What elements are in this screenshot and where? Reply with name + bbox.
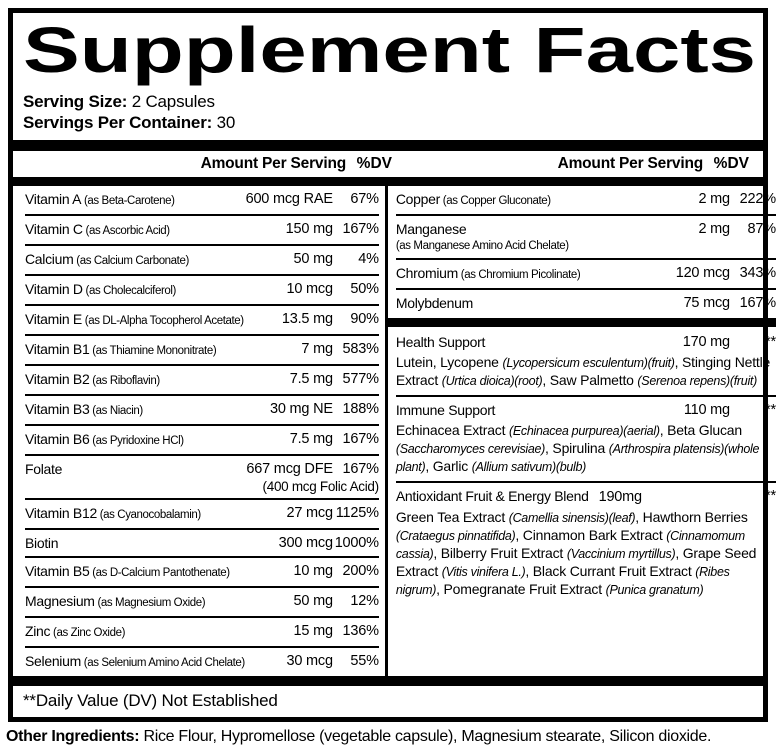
botanical-name: (Crataegus pinnatifida)	[395, 529, 516, 543]
amount-dv-block	[245, 370, 379, 389]
spacer	[401, 155, 558, 173]
nutrient-dv: 87%	[747, 221, 776, 237]
nutrient-name: Molybdenum	[395, 295, 473, 311]
blend-ingredients	[396, 508, 776, 600]
amount-dv-block	[642, 190, 776, 209]
nutrient-name: Biotin	[25, 535, 59, 551]
servings-per-container-label: Servings Per Container:	[23, 113, 213, 132]
nutrient-form: (as Riboflavin)	[89, 375, 160, 387]
divider-bar-bottom	[13, 676, 763, 686]
amount-dv-block	[642, 401, 776, 420]
nutrient-amount: 10 mg	[293, 563, 333, 579]
nutrient-name-cell	[396, 264, 642, 285]
blend-amount	[642, 487, 730, 506]
nutrient-row	[25, 396, 379, 426]
nutrient-name-cell	[396, 190, 642, 211]
other-ingredients-text: Rice Flour, Hypromellose (vegetable capsule), Magnesium stearate, Silicon dioxide.	[143, 728, 712, 745]
spacer	[21, 155, 201, 173]
ingredient-text: , Hawthorn Berries	[635, 509, 748, 525]
column-headers-row	[21, 151, 755, 177]
nutrient-name-cell	[25, 340, 245, 361]
left-nutrient-column	[21, 186, 388, 676]
blend-name-cell	[396, 333, 642, 352]
amount-dv-line	[642, 401, 776, 420]
nutrient-name-cell	[396, 220, 642, 255]
nutrient-dv: 222%	[739, 191, 776, 207]
amount-dv-line	[245, 340, 379, 359]
nutrient-name: Zinc	[25, 623, 51, 639]
title-wrap	[21, 18, 755, 91]
amount-dv-line	[245, 460, 379, 479]
nutrient-amount: 13.5 mg	[281, 311, 333, 327]
nutrient-form: (as Pyridoxine HCl)	[89, 435, 184, 447]
amount-dv-block	[245, 340, 379, 359]
nutrient-dv: 188%	[342, 401, 379, 417]
nutrient-name-cell	[25, 250, 245, 271]
blend-section	[396, 397, 776, 483]
nutrient-row	[25, 216, 379, 246]
nutrient-amount: 150 mg	[285, 221, 333, 237]
nutrient-dv: 12%	[350, 593, 379, 609]
serving-size-value: 2 Capsules	[131, 92, 215, 111]
dv-header-right: %DV	[713, 155, 749, 172]
nutrient-amount: 50 mg	[293, 251, 333, 267]
nutrient-name-cell	[25, 220, 245, 241]
nutrient-name-cell	[25, 504, 245, 525]
blend-header-row	[396, 486, 776, 508]
nutrient-dv: 1125%	[335, 505, 379, 521]
nutrient-name: Vitamin B2	[25, 371, 90, 387]
nutrient-name-cell	[25, 460, 245, 479]
nutrient-row	[25, 336, 379, 366]
botanical-name: (Echinacea purpurea)(aerial)	[508, 424, 660, 438]
nutrient-row	[25, 456, 379, 500]
nutrient-form: (as Chromium Picolinate)	[458, 269, 581, 281]
nutrient-dv: 167%	[739, 295, 776, 311]
amount-dv-line	[642, 294, 776, 313]
amount-dv-line	[642, 487, 776, 506]
nutrient-form: (as Ascorbic Acid)	[82, 225, 170, 237]
nutrient-form: (as Niacin)	[89, 405, 143, 417]
ingredient-text: Echinacea Extract	[395, 422, 509, 438]
serving-size-label: Serving Size:	[23, 92, 128, 111]
ingredient-text: , Cinnamon Bark Extract	[515, 527, 667, 543]
nutrient-name-cell	[25, 534, 245, 553]
nutrient-name: Vitamin B3	[25, 401, 90, 417]
nutrient-row	[25, 186, 379, 216]
amount-dv-block	[245, 220, 379, 239]
blend-dv: **	[765, 402, 776, 418]
amount-dv-line	[245, 534, 379, 553]
daily-value-footnote: **Daily Value (DV) Not Established	[23, 691, 278, 710]
title-svg	[23, 20, 763, 86]
nutrient-dv: 50%	[350, 281, 379, 297]
amount-dv-line	[245, 400, 379, 419]
nutrient-row	[25, 426, 379, 456]
amount-dv-block	[245, 562, 379, 581]
nutrient-row	[396, 216, 776, 260]
nutrient-dv: 90%	[350, 311, 379, 327]
amount-dv-block	[245, 652, 379, 671]
amount-dv-line	[642, 333, 776, 352]
nutrient-name: Vitamin C	[25, 221, 83, 237]
botanical-name: (Punica granatum)	[605, 583, 704, 597]
nutrient-name: Vitamin B12	[25, 505, 97, 521]
divider-bar-minerals	[388, 318, 776, 327]
amount-dv-line	[245, 622, 379, 641]
amount-per-serving-header-right: Amount Per Serving	[557, 155, 703, 172]
botanical-name: (Cinnamomum cassia)	[395, 529, 745, 561]
amount-dv-line	[245, 280, 379, 299]
nutrient-name-cell	[25, 652, 245, 673]
nutrient-amount: 10 mcg	[286, 281, 333, 297]
nutrient-form: (as Magnesium Oxide)	[94, 597, 206, 609]
nutrient-row	[25, 366, 379, 396]
blend-amount: 190mg	[598, 489, 642, 505]
botanical-name: (Lycopersicum esculentum)(fruit)	[502, 356, 675, 370]
ingredient-text: , Bilberry Fruit Extract	[433, 545, 567, 561]
nutrient-name-cell	[25, 280, 245, 301]
nutrient-name: Vitamin E	[25, 311, 82, 327]
botanical-name: (Ribes nigrum)	[395, 565, 730, 597]
nutrient-row	[25, 558, 379, 588]
nutrient-name-cell	[25, 592, 245, 613]
nutrient-name-cell	[25, 562, 245, 583]
nutrient-form: (as DL-Alpha Tocopherol Acetate)	[81, 315, 244, 327]
nutrient-name: Calcium	[25, 251, 74, 267]
blend-ingredients	[396, 353, 776, 391]
amount-per-serving-header-left: Amount Per Serving	[200, 155, 346, 172]
botanical-name: (Vaccinium myrtillus)	[566, 547, 676, 561]
nutrient-name-cell	[396, 294, 642, 313]
amount-dv-block	[642, 487, 776, 506]
nutrient-amount: 600 mcg RAE	[245, 191, 333, 207]
nutrient-row	[25, 246, 379, 276]
blend-header-row	[396, 400, 776, 421]
blend-section	[396, 483, 776, 604]
nutrient-amount: 7.5 mg	[289, 371, 333, 387]
blend-section	[396, 329, 776, 397]
botanical-name: (Serenoa repens)(fruit)	[637, 374, 757, 388]
nutrient-dv: 167%	[342, 431, 379, 447]
amount-dv-line	[245, 504, 379, 523]
amount-dv-line	[245, 430, 379, 449]
nutrient-name: Folate	[25, 461, 63, 477]
amount-dv-block	[245, 592, 379, 611]
amount-dv-line	[245, 220, 379, 239]
ingredient-text: , Pomegranate Fruit Extract	[436, 581, 606, 597]
blend-ingredients	[396, 421, 776, 477]
nutrient-dv: 67%	[350, 191, 379, 207]
nutrient-dv: 167%	[342, 461, 379, 477]
nutrient-amount: 50 mg	[293, 593, 333, 609]
nutrient-row	[25, 588, 379, 618]
nutrient-form: (as Cholecalciferol)	[82, 285, 176, 297]
servings-per-container-line	[21, 112, 755, 133]
amount-dv-block	[245, 190, 379, 209]
ingredient-text: , Garlic	[425, 458, 472, 474]
nutrient-amount: 667 mcg DFE	[246, 461, 333, 477]
ingredient-text: , Black Currant Fruit Extract	[525, 563, 696, 579]
servings-per-container-value: 30	[216, 113, 236, 132]
nutrient-amount: 300 mcg	[278, 535, 333, 551]
amount-dv-line	[642, 220, 776, 239]
botanical-name: (Allium sativum)(bulb)	[471, 460, 587, 474]
amount-dv-block	[642, 264, 776, 283]
blend-name-cell	[396, 487, 642, 507]
page-title: Supplement Facts	[23, 20, 756, 86]
nutrient-name: Vitamin B1	[25, 341, 90, 357]
ingredient-text: , Saw Palmetto	[542, 372, 638, 388]
nutrient-amount: 30 mg NE	[269, 401, 333, 417]
amount-dv-line	[245, 592, 379, 611]
amount-dv-line	[642, 190, 776, 209]
nutrient-dv: 167%	[342, 221, 379, 237]
nutrient-amount: 120 mcg	[675, 265, 730, 281]
nutrient-form: (as Manganese Amino Acid Chelate)	[395, 240, 569, 252]
nutrient-row	[25, 648, 379, 676]
nutrient-form: (as Selenium Amino Acid Chelate)	[80, 657, 245, 669]
nutrient-amount: 2 mg	[698, 221, 730, 237]
amount-dv-line	[642, 264, 776, 283]
nutrient-name: Vitamin D	[25, 281, 83, 297]
nutrient-form: (as Calcium Carbonate)	[73, 255, 189, 267]
right-nutrient-column	[388, 186, 776, 676]
nutrient-columns	[21, 186, 776, 676]
amount-dv-block	[245, 504, 379, 523]
amount-dv-line	[245, 562, 379, 581]
blend-amount: 110 mg	[683, 402, 730, 418]
nutrient-row	[25, 306, 379, 336]
nutrient-amount: 75 mcg	[683, 295, 730, 311]
nutrient-name-cell	[25, 310, 245, 331]
nutrient-name-cell	[25, 400, 245, 421]
nutrient-dv: 136%	[342, 623, 379, 639]
nutrient-amount-line2: (400 mcg Folic Acid)	[262, 479, 379, 494]
amount-dv-block	[245, 310, 379, 329]
blend-name: Antioxidant Fruit & Energy Blend	[395, 488, 589, 504]
botanical-name: (Saccharomyces cerevisiae)	[395, 442, 546, 456]
amount-dv-block	[245, 400, 379, 419]
nutrient-amount: 7 mg	[301, 341, 333, 357]
amount-dv-block	[245, 250, 379, 269]
serving-size-line	[21, 91, 755, 112]
nutrient-form: (as Copper Gluconate)	[439, 195, 551, 207]
divider-bar-top	[13, 140, 763, 151]
nutrient-amount: 27 mcg	[286, 505, 333, 521]
amount-dv-block	[642, 294, 776, 313]
amount-dv-block	[245, 430, 379, 449]
supplement-facts-panel	[8, 8, 776, 722]
nutrient-dv: 1000%	[334, 535, 379, 551]
nutrient-amount: 7.5 mg	[289, 431, 333, 447]
ingredient-text: Lutein, Lycopene	[395, 354, 503, 370]
blend-amount: 170 mg	[682, 334, 730, 350]
nutrient-name-cell	[25, 190, 245, 211]
nutrient-name: Chromium	[395, 265, 459, 281]
ingredient-text: , Stinging Nettle Extract	[395, 354, 771, 388]
nutrient-name-cell	[25, 430, 245, 451]
nutrient-form: (as Zinc Oxide)	[50, 627, 126, 639]
nutrient-dv: 200%	[342, 563, 379, 579]
nutrient-row	[25, 530, 379, 558]
botanical-name: (Vitis vinifera L.)	[441, 565, 526, 579]
ingredient-text: , Spirulina	[545, 440, 609, 456]
nutrient-dv: 55%	[350, 653, 379, 669]
nutrient-name-cell	[25, 622, 245, 643]
blend-name: Health Support	[395, 334, 486, 350]
nutrient-form: (as Thiamine Mononitrate)	[89, 345, 217, 357]
amount-dv-block	[642, 333, 776, 352]
nutrient-row	[396, 260, 776, 290]
blend-name-cell	[396, 401, 642, 420]
nutrient-name: Selenium	[25, 653, 81, 669]
nutrient-amount: 30 mcg	[286, 653, 333, 669]
amount-dv-line	[245, 310, 379, 329]
nutrient-row	[25, 618, 379, 648]
ingredient-text: , Grape Seed Extract	[395, 545, 757, 579]
left-column-header	[21, 155, 401, 173]
amount-dv-line	[245, 370, 379, 389]
amount-dv-block	[245, 534, 379, 553]
dv-header-left: %DV	[356, 155, 392, 172]
nutrient-name-cell	[25, 370, 245, 391]
nutrient-name: Copper	[395, 191, 440, 207]
right-column-header	[401, 155, 755, 173]
nutrient-name: Vitamin B5	[25, 563, 90, 579]
ingredient-text: , Beta Glucan	[659, 422, 742, 438]
amount-dv-line	[245, 190, 379, 209]
botanical-name: (Arthrospira platensis)(whole plant)	[395, 442, 760, 474]
botanical-name: (Urtica dioica)(root)	[441, 374, 543, 388]
nutrient-row	[25, 500, 379, 530]
nutrient-name: Vitamin B6	[25, 431, 90, 447]
nutrient-amount: 2 mg	[698, 191, 730, 207]
blend-name: Immune Support	[395, 402, 496, 418]
nutrient-dv: 4%	[358, 251, 379, 267]
nutrient-form: (as D-Calcium Pantothenate)	[89, 567, 230, 579]
amount-dv-block	[245, 280, 379, 299]
nutrient-row	[25, 276, 379, 306]
other-ingredients-label: Other Ingredients:	[6, 728, 140, 745]
nutrient-name: Vitamin A	[25, 191, 82, 207]
ingredient-text: Green Tea Extract	[395, 509, 509, 525]
blend-dv: **	[765, 334, 776, 350]
blend-header-row	[396, 332, 776, 353]
amount-dv-line	[245, 250, 379, 269]
blend-dv: **	[765, 488, 776, 504]
amount-dv-block	[245, 460, 379, 495]
other-ingredients-line	[6, 728, 772, 746]
nutrient-form: (as Beta-Carotene)	[81, 195, 175, 207]
nutrient-name: Manganese	[395, 221, 467, 237]
amount-dv-line	[245, 652, 379, 671]
nutrient-row	[396, 290, 776, 316]
divider-bar-header	[13, 177, 763, 186]
nutrient-name: Magnesium	[25, 593, 95, 609]
nutrient-form: (as Cyanocobalamin)	[96, 509, 201, 521]
botanical-name: (Camellia sinensis)(leaf)	[508, 511, 636, 525]
nutrient-dv: 577%	[342, 371, 379, 387]
nutrient-dv: 343%	[739, 265, 776, 281]
nutrient-amount: 15 mg	[293, 623, 333, 639]
amount-dv-block	[245, 622, 379, 641]
nutrient-row	[396, 186, 776, 216]
amount-dv-block	[642, 220, 776, 239]
nutrient-dv: 583%	[342, 341, 379, 357]
